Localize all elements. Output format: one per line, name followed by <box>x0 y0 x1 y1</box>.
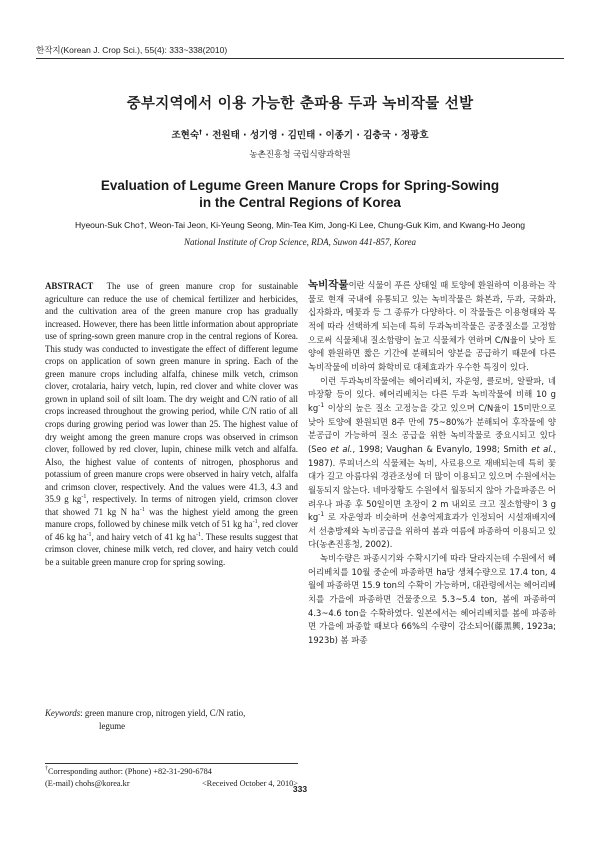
abstract-text-4: , red clover of 46 kg ha <box>45 519 298 542</box>
footnote-email: (E-mail) chohs@korea.kr <box>45 779 130 788</box>
affiliation-english: National Institute of Crop Science, RDA, Suwon 441-857, Korea <box>183 237 417 247</box>
abstract-text-2: , respectively. In terms of nitrogen yield, crimson clover that showed 71 kg N ha <box>45 494 299 517</box>
journal-header: 한작지(Korean J. Crop Sci.), 55(4): 333~338(2010) <box>36 44 564 59</box>
body-paragraph-2 <box>308 375 556 553</box>
authors-english: Hyeoun-Suk Cho†, Weon-Tai Jeon, Ki-Yeung Seong, Min-Tea Kim, Jong-Ki Lee, Chung-Guk Kim, and Kwang-Ho Jeong <box>75 220 525 230</box>
authors-korean-first: 조현숙† <box>171 128 202 141</box>
body-p2-sup-2: -1 <box>318 511 325 519</box>
abstract-sup-4: -1 <box>86 531 92 538</box>
keywords-line-1 <box>45 707 298 720</box>
keywords-label: Keywords <box>45 708 81 718</box>
keywords-line-2: legume <box>99 720 126 731</box>
body-text <box>308 279 556 648</box>
keywords <box>45 707 298 732</box>
abstract-text-6: . These results suggest that crimson clover, chinese milk vetch, red clover, and hairy vetch could be a suitable green manure crop for spring sowing. <box>45 531 298 568</box>
authors-korean <box>0 127 600 141</box>
corresponding-mark: † <box>199 128 202 136</box>
abstract-sup-1: -1 <box>81 494 87 501</box>
abstract-text-3: was the highest yield among the green manure crops, followed by chinese milk vetch of 51 kg ha <box>45 506 298 530</box>
paper-title-korean: 중부지역에서 이용 가능한 춘파용 두과 녹비작물 선발 <box>126 96 474 112</box>
body-p2-text-a: 이런 두과녹비작물에는 헤어리베치, 자운영, 클로버, 알팔파, 네마장황 등이 있다. 헤어리베치는 다른 두과 녹비작물에 비해 10 g kg <box>308 375 556 413</box>
abstract <box>45 280 298 569</box>
abstract-sup-3: -1 <box>252 519 258 526</box>
page-number: 333 <box>292 784 308 794</box>
authors-korean-rest: · 전원태 · 성기영 · 김민태 · 이종기 · 김충국 · 정광호 <box>202 130 429 141</box>
abstract-heading: ABSTRACT <box>45 281 94 291</box>
body-p2-sup-1: -1 <box>318 402 325 410</box>
body-p2-text-b: 이상의 높은 질소 고정능을 갖고 있으며 C/N율이 15미만으로 낮아 토양에 환원되면 8주 만에 75~80%가 분해되어 후작물에 양분공급이 가능하여 질소 공급을 위한 녹비작물로 중요시되고 있다(Seo <box>308 402 556 454</box>
title-en-line-2: in the Central Regions of Korea <box>199 195 401 210</box>
body-p2-etal-1: et al. <box>330 443 353 454</box>
body-paragraph-1 <box>308 279 556 375</box>
body-p2-text-d: , 1987). 루피너스의 식물체는 녹비, 사료용으로 재배되는데 특히 꽃대가 길고 아름다워 경관조성에 더 많이 이용되고 있으며 수원에서는 월동되지 않는다. 네마장황도 수원에서 월동되지 않아 가을파종은 어려우나 파종 후 50일이면 초장이 2 m 내외로 크고 질소함량이 3 g kg <box>308 443 556 523</box>
abstract-sup-2: -1 <box>139 506 145 513</box>
paper-title-english <box>60 177 540 211</box>
abstract-sup-5: -1 <box>196 531 202 538</box>
footnote-mark: † <box>45 766 48 773</box>
body-p2-text-c: , 1998; Vaughan & Evanylo, 1998; Smith <box>352 443 532 454</box>
body-p1-text: 이란 식물이 푸른 상태일 때 토양에 환원하여 이용하는 작물로 현재 국내에 유통되고 있는 녹비작물은 화본과, 두과, 국화과, 십자화과, 메꽃과 등 그 종류가 다양하다. 이 작물들은 이용형태와 목적에 따라 선택하게 되는데 특히 두과녹비작물은 공중질소를 고정함으로써 식물체내 질소함량이 높고 식물체가 연하며 C/N율이 낮아 토양에 환원하면 짧은 기간에 분해되어 양분을 공급하기 때문에 다른 녹비작물에 비하여 화학비료 대체효과가 우수한 특징이 있다. <box>308 280 556 372</box>
abstract-text-5: , and hairy vetch of 41 kg ha <box>91 531 197 542</box>
title-en-line-1: Evaluation of Legume Green Manure Crops for Spring-Sowing <box>100 178 500 193</box>
corresponding-author: Corresponding author: (Phone) +82-31-290-6784 <box>48 767 212 776</box>
body-p2-etal-2: et al. <box>531 443 554 454</box>
footnote-line-1 <box>45 766 298 778</box>
received-date: <Received October 4, 2010> <box>202 779 298 788</box>
body-p2-text-e: 로 자운영과 비슷하며 선충억제효과가 인정되어 시설재배지에서 선충방제와 녹비공급을 위하여 봄과 여름에 파종하여 이용되고 있다(농촌진흥청, 2002). <box>308 512 556 550</box>
keywords-list: : green manure crop, nitrogen yield, C/N ratio, <box>80 708 246 718</box>
affiliation-korean: 농촌진흥청 국립식량과학원 <box>249 150 351 160</box>
abstract-text-1: The use of green manure crop for sustainable agriculture can reduce the use of chemical fertilizer and herbicides, and the cultivation area of the green manure crop has gradually increased. However, there has been little information about appropriate use of spring-sown green manure crop in the central regions of Korea. This study was conducted to investigate the effect of different legume crops on application of sown green manure in spring. Each of the green manure crops including alfalfa, chinese milk vetch, crimson clover, crotalaria, hairy vetch, lupin, red clover and white clover was grown in upland soil of silt loam. The dry weight and C/N ratio of all crops increased throughout the growing period, while C/N ratio of all crops during growing period was lower than 25. The highest value of dry weight among the green manure crops was observed in crimson clover, followed by red clover, lupin, chinese milk vetch and alfalfa. Also, the highest value of contents of nitrogen, phosphorus and potassium of green manure crops were observed in hairy vetch, alfalfa and crimson clover, respectively. And the values were 41.3, 4.3 and 35.9 g kg <box>45 281 298 505</box>
lead-term: 녹비작물 <box>308 279 349 291</box>
body-paragraph-3: 녹비수량은 파종시기와 수확시기에 따라 달라지는데 수원에서 헤어리베치를 10월 중순에 파종하면 ha당 생체수량으로 17.4 ton, 4월에 파종하면 15.9 ton의 수확이 가능하며, 대관령에서는 헤어리베치를 가을에 파종하면 건물중으로 5.3~5.4 ton, 봄에 파종하여 4.3~4.6 ton을 수확하였다. 일본에서는 헤어리베치를 봄에 파종하면 가을에 파종할 때보다 66%의 수량이 감소되어(藤黑興, 1923a; 1923b) 봄 파종 <box>308 553 556 646</box>
